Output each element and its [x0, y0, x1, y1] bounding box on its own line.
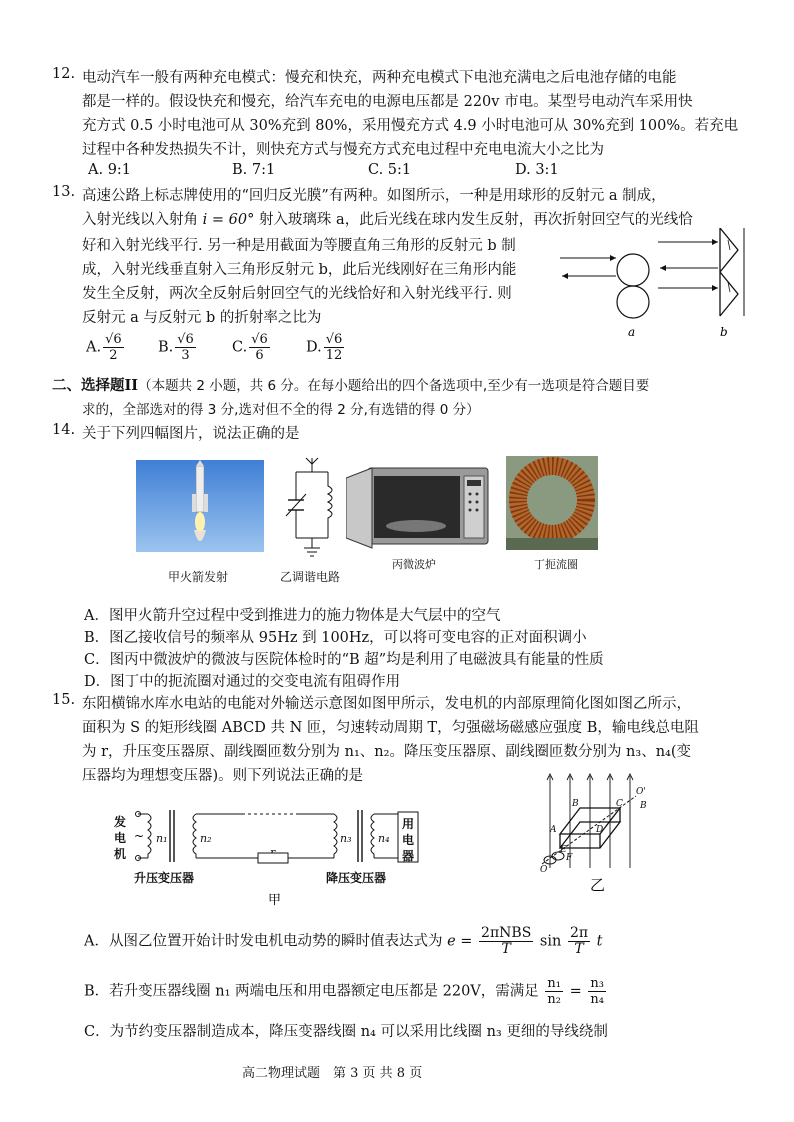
q12-option-c: C. 5:1	[368, 162, 412, 178]
svg-text:D: D	[596, 825, 604, 835]
section2-heading: 二、选择题II（本题共 2 小题，共 6 分。在每小题给出的四个备选项中,至少有一选项是符合题目要	[52, 377, 650, 394]
svg-text:B: B	[640, 801, 647, 811]
q12-option-b: B. 7:1	[232, 162, 276, 178]
q15-option-a: A．从图乙位置开始计时发电机电动势的瞬时值表达式为 e = $\frac{\text{2πNBS}}{T}$ sin $\frac{2\pi}{T}$ t	[84, 925, 603, 957]
svg-text:降压变压器: 降压变压器	[326, 871, 387, 885]
svg-text:n₁: n₁	[156, 832, 168, 845]
microwave-oven-image	[346, 460, 492, 552]
q13-text-line: 高速公路上标志牌使用的“回归反光膜”有两种。如图所示，一种是用球形的反射元 a 制成，	[82, 188, 666, 204]
caption-yi: 乙调谐电路	[280, 570, 341, 584]
svg-text:n₄: n₄	[378, 832, 390, 845]
q13-option-a: A. $\frac{√6}{2}$	[86, 332, 122, 363]
svg-text:乙: 乙	[590, 876, 606, 894]
q13-option-d: D. $\frac{√6}{12}$	[306, 332, 343, 363]
q13-line2-post: 射入玻璃珠 a，此后光线在球内发生反射，再次折射回空气的光线恰	[258, 212, 693, 228]
svg-text:F: F	[566, 853, 573, 863]
q13-label-a: a	[628, 325, 636, 339]
svg-text:机: 机	[114, 847, 127, 861]
q13-option-c: C. $\frac{√6}{6}$	[232, 332, 268, 363]
q13-text-line: 反射元 a 与反射元 b 的折射率之比为	[82, 310, 322, 326]
q13-angle-math: i = 60°	[202, 212, 255, 228]
svg-text:B: B	[572, 799, 579, 809]
q12-number: 12.	[52, 66, 76, 82]
q13-label-b: b	[720, 325, 728, 339]
q15-text-line: 东阳横锦水库水电站的电能对外输送示意图如图甲所示，发电机的内部原理简化图如图乙所示，	[82, 696, 691, 712]
q15-option-b: B．若升变压器线圈 n₁ 两端电压和用电器额定电压都是 220V，需满足 $\frac{\text{n₁}}{\text{n₂}}$ = $\frac{\text{n₃}}{\text{n₄}}$	[84, 976, 604, 1007]
q13-number: 13.	[52, 184, 76, 200]
caption-jia: 甲火箭发射	[168, 570, 229, 584]
svg-text:电: 电	[114, 831, 127, 845]
svg-text:发: 发	[114, 815, 127, 829]
q13-text-line: 好和入射光线平行. 另一种是用截面为等腰直角三角形的反射元 b 制	[82, 238, 516, 254]
svg-text:~: ~	[134, 829, 145, 843]
svg-text:器: 器	[402, 849, 415, 863]
section2-instructions: 求的，全部选对的得 3 分,选对但不全的得 2 分,有选错的得 0 分）	[82, 402, 480, 418]
q15-text-line: 压器均为理想变压器)。则下列说法正确的是	[82, 768, 364, 784]
q14-option-a: A．图甲火箭升空过程中受到推进力的施力物体是大气层中的空气	[84, 608, 501, 624]
svg-text:O': O'	[636, 787, 646, 797]
svg-text:n₃: n₃	[340, 832, 352, 845]
q15-number: 15.	[52, 692, 76, 708]
q15-option-c: C．为节约变压器制造成本，降压变器线圈 n₄ 可以采用比线圈 n₃ 更细的导线绕制	[84, 1024, 608, 1040]
svg-text:用: 用	[402, 817, 415, 831]
q14-option-c: C．图丙中微波炉的微波与医院体检时的“B 超”均是利用了电磁波具有能量的性质	[84, 652, 604, 668]
q13-retroreflector-figure	[558, 228, 748, 340]
caption-ding: 丁扼流圈	[534, 558, 578, 571]
q12-option-a: A. 9:1	[88, 162, 132, 178]
tuning-circuit-diagram	[282, 456, 342, 560]
q12-text-line: 电动汽车一般有两种充电模式：慢充和快充，两种充电模式下电池充满电之后电池存储的电能	[82, 70, 677, 86]
q12-option-d: D. 3:1	[515, 162, 559, 178]
caption-bing: 丙微波炉	[392, 558, 436, 571]
q13-line2-pre: 入射光线以入射角	[82, 212, 198, 228]
q13-text-line: 成，入射光线垂直射入三角形反射元 b，此后光线刚好在三角形内能	[82, 262, 517, 278]
q14-number: 14.	[52, 422, 76, 438]
q13-option-b: B. $\frac{√6}{3}$	[158, 332, 194, 363]
q12-text-line: 充方式 0.5 小时电池可从 30%充到 80%，采用慢充方式 4.9 小时电池可从 30%充到 100%。若充电	[82, 118, 739, 134]
q12-text-line: 过程中各种发热损失不计，则快充方式与慢充方式充电过程中充电电流大小之比为	[82, 142, 604, 158]
q13-text-line: 发生全反射，两次全反射后射回空气的光线恰好和入射光线平行. 则	[82, 286, 512, 302]
rocket-launch-image	[136, 460, 264, 552]
q14-option-d: D．图丁中的扼流圈对通过的交变电流有阻碍作用	[84, 674, 401, 690]
choke-coil-image	[506, 456, 598, 550]
q14-option-b: B．图乙接收信号的频率从 95Hz 到 100Hz，可以将可变电容的正对面积调小	[84, 630, 587, 646]
svg-text:C: C	[616, 799, 623, 809]
svg-text:升压变压器: 升压变压器	[134, 871, 195, 885]
q15-text-line: 为 r，升压变压器原、副线圈匝数分别为 n₁、n₂。降压变压器原、副线圈匝数分别为 n₃、n₄(变	[82, 744, 692, 760]
page-footer: 高二物理试题 第 3 页 共 8 页	[242, 1066, 423, 1081]
svg-text:n₂: n₂	[200, 832, 212, 845]
q14-stem: 关于下列四幅图片，说法正确的是	[82, 426, 300, 442]
svg-text:E: E	[560, 845, 567, 855]
svg-text:甲: 甲	[268, 893, 282, 908]
power-transmission-diagram	[112, 800, 438, 910]
q15-text-line: 面积为 S 的矩形线圈 ABCD 共 N 匝，匀速转动周期 T，匀强磁场磁感应强度 B，输电线总电阻	[82, 720, 699, 736]
svg-text:电: 电	[402, 833, 415, 847]
generator-coil-diagram	[536, 768, 656, 894]
q12-text-line: 都是一样的。假设快充和慢充，给汽车充电的电源电压都是 220v 市电。某型号电动汽车采用快	[82, 94, 693, 110]
svg-text:O: O	[540, 865, 548, 875]
svg-text:A: A	[550, 825, 557, 835]
